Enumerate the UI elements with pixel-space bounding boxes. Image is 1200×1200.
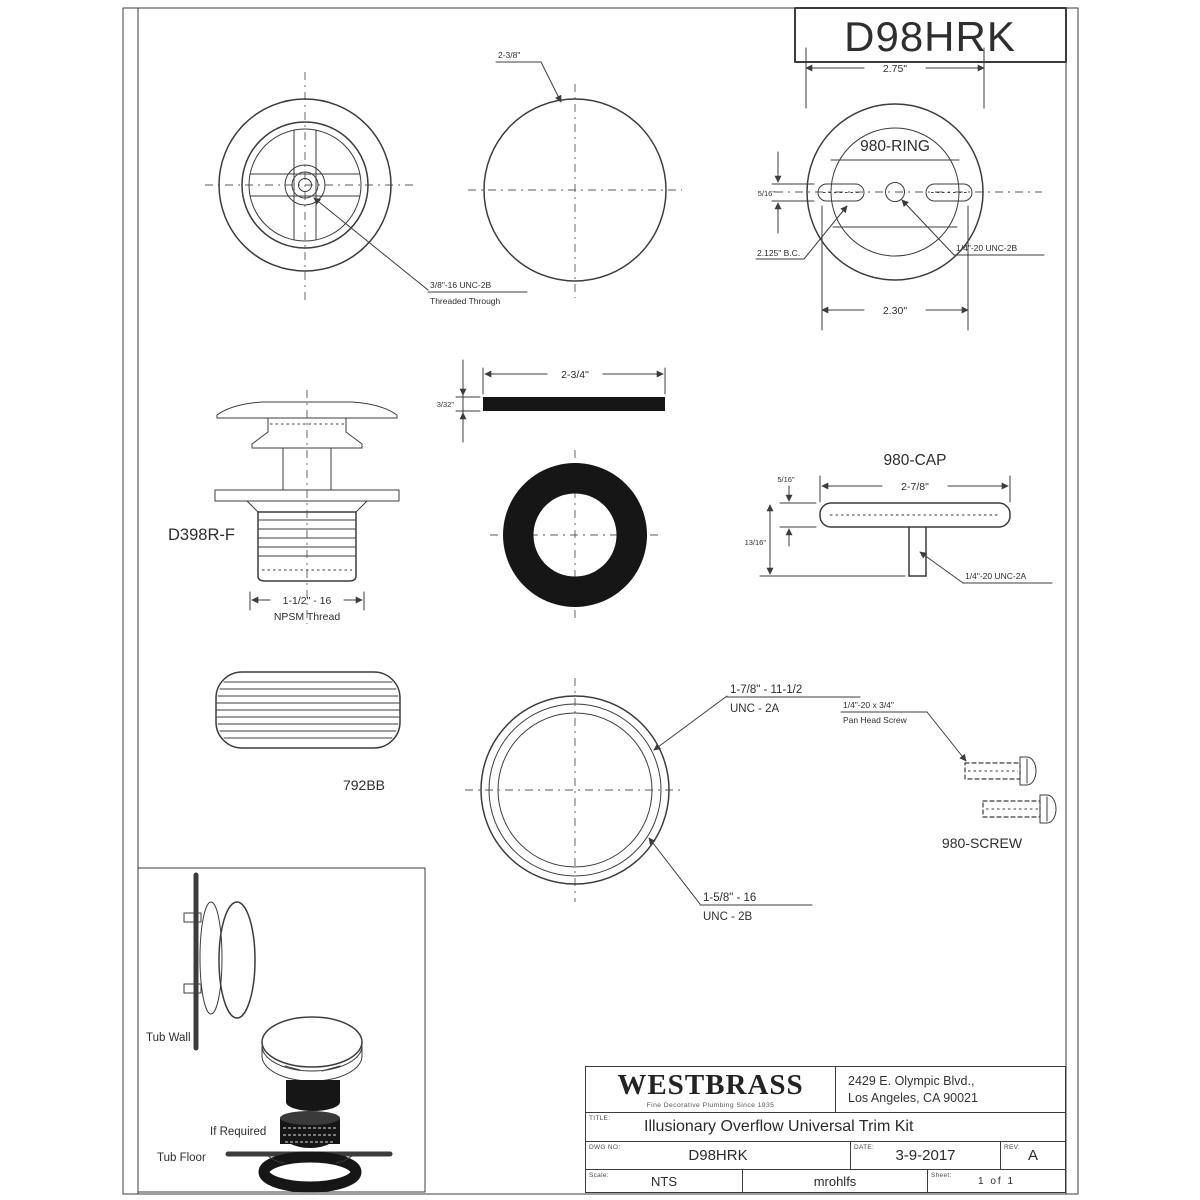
sheet-value: 1 of 1	[977, 1175, 1016, 1187]
ring-label: 980-RING	[860, 138, 930, 155]
dwg-no-label: DWG NO:	[589, 1144, 621, 1151]
title-block-row-dwg	[586, 1142, 1065, 1170]
gasket-side-view	[437, 360, 665, 442]
author-cell	[743, 1170, 928, 1192]
scale-label: Scale:	[589, 1172, 609, 1179]
sheet-cell	[928, 1170, 1065, 1192]
screw-note-line1: 1/4"-20 x 3/4"	[843, 700, 894, 710]
if-required-label: If Required	[210, 1126, 267, 1138]
ring-dim-top: 2.75"	[882, 63, 908, 75]
gasket-dim-thick: 3/32"	[436, 400, 454, 409]
ring-note-right: 1/4"-20 UNC-2B	[956, 243, 1018, 253]
company-cell	[586, 1067, 836, 1112]
cap-dim-height: 13/16"	[744, 538, 766, 547]
scale-value: NTS	[651, 1173, 677, 1189]
screws-view	[841, 700, 1056, 851]
drain-dim-line2: NPSM Thread	[273, 611, 341, 623]
cap-side-label: 980-CAP	[883, 452, 947, 469]
locknut-top-view	[465, 678, 860, 923]
scale-cell	[586, 1170, 743, 1192]
date-cell	[851, 1142, 1001, 1169]
title-block-row-scale	[586, 1170, 1065, 1192]
locknut-note-bot2: UNC - 2B	[703, 911, 753, 923]
cap-top-dim: 2-3/8"	[498, 50, 521, 60]
tub-wall-label: Tub Wall	[146, 1032, 191, 1044]
drawing-number: D98HRK	[844, 13, 1016, 60]
ring-note-left: 2.125" B.C.	[757, 248, 801, 258]
rev-value: A	[1027, 1147, 1038, 1164]
ring-dim-bottom: 2.30"	[882, 305, 908, 317]
address-cell	[836, 1067, 1065, 1112]
cap-dim-thick: 5/16"	[777, 475, 795, 484]
drain-label: D398R-F	[168, 526, 235, 544]
date-value: 3-9-2017	[895, 1147, 956, 1164]
company-logo: WESTBRASS	[617, 1068, 804, 1101]
ring-dim-slot: 5/16"	[757, 189, 775, 198]
title-block-row-title	[586, 1113, 1065, 1142]
rev-label: REV:	[1004, 1144, 1021, 1151]
cap-thread-note: 1/4"-20 UNC-2A	[965, 571, 1027, 581]
dwg-no-value: D98HRK	[688, 1147, 748, 1164]
author-value: mrohlfs	[813, 1173, 857, 1189]
company-tagline: Fine Decorative Plumbing Since 1935	[646, 1101, 775, 1109]
title-block-row-company	[586, 1067, 1065, 1113]
cap-dim-width: 2-7/8"	[901, 481, 929, 493]
bushing-view	[216, 672, 400, 793]
title-label: TITLE:	[589, 1115, 611, 1122]
locknut-note-bot1: 1-5/8" - 16	[703, 892, 757, 904]
date-label: DATE:	[854, 1144, 875, 1151]
drawing-number-box	[795, 8, 1066, 62]
drawing-title: Illusionary Overflow Universal Trim Kit	[644, 1118, 914, 1135]
strainer-face-view	[205, 72, 527, 306]
address-line2: Los Angeles, CA 90021	[848, 1090, 978, 1105]
bushing-label: 792BB	[342, 777, 386, 793]
cap-side-view	[745, 452, 1052, 583]
drain-dim-line1: 1-1/2" - 16	[282, 595, 332, 607]
drain-side-view	[168, 390, 399, 624]
assembly-view	[138, 868, 425, 1192]
title-block	[585, 1066, 1066, 1193]
screw-label: 980-SCREW	[941, 835, 1023, 851]
rev-cell	[1001, 1142, 1065, 1169]
ring-face-view	[756, 48, 1044, 330]
locknut-note-top2: UNC - 2A	[730, 703, 780, 715]
tub-floor-label: Tub Floor	[157, 1152, 206, 1164]
sheet-label: Sheet:	[931, 1172, 952, 1179]
dwg-no-cell	[586, 1142, 851, 1169]
strainer-thread-note-line2: Threaded Through	[430, 296, 501, 306]
locknut-note-top1: 1-7/8" - 11-1/2	[730, 684, 803, 696]
title-cell	[586, 1113, 1065, 1141]
screw-note-line2: Pan Head Screw	[843, 715, 907, 725]
gasket-dim-width: 2-3/4"	[561, 369, 589, 381]
strainer-thread-note-line1: 3/8"-16 UNC-2B	[430, 280, 492, 290]
washer-top-view	[490, 450, 660, 622]
cap-top-view	[468, 50, 682, 298]
address-line1: 2429 E. Olympic Blvd.,	[848, 1073, 975, 1088]
